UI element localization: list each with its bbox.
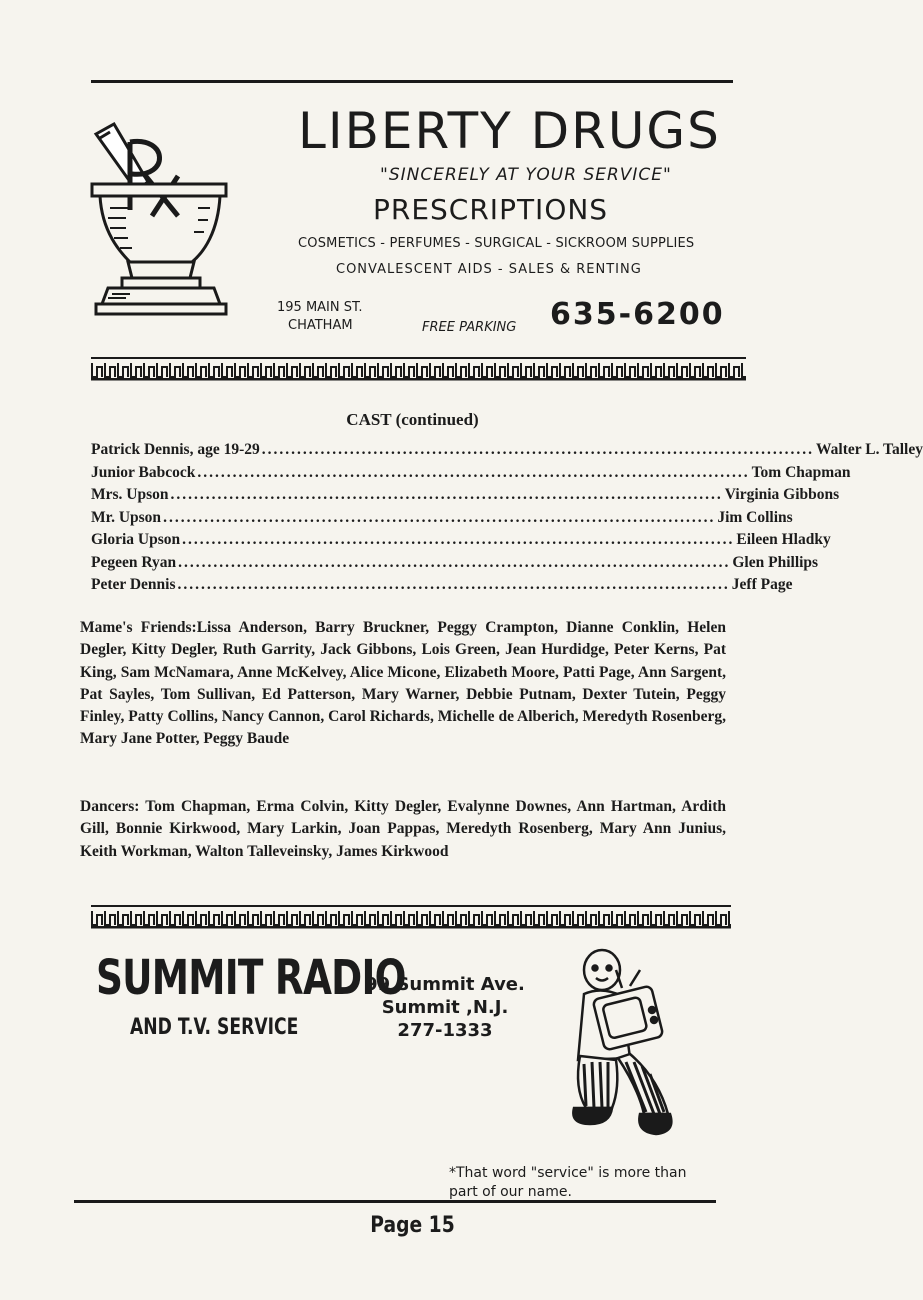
cast-row [91,463,851,487]
actor-name: Jeff Page [731,576,793,593]
cast-row [91,508,793,532]
cast-heading: CAST (continued) [346,410,479,429]
summit-radio-address [360,973,530,1042]
role-name: Junior Babcock [91,463,196,481]
actor-name: Jim Collins [717,508,793,526]
liberty-drugs-aids: CONVALESCENT AIDS - SALES & RENTING [336,262,642,277]
actor-name: Eileen Hladky [736,531,831,548]
friends-paragraph: Mame's Friends:Lissa Anderson, Barry Bruckner, Peggy Crampton, Dianne Conklin, Helen Degler, Kitty Degler, Ruth Garrity, Jack Gibbons, Lois Green, Jean Hurdidge, Peter Kerns, Pat King, Sam McNamara, Anne McKelvey, Alice Micone, Elizabeth Moore, Patti Page, Ann Sargent, Pat Sayles, Tom Sullivan, Ed Patterson, Mary Warner, Debbie Putnam, Dexter Tutein, Peggy Finley, Patty Collins, Nancy Cannon, Carol Richards, Michelle de Alberich, Meredyth Rosenberg, Mary Jane Potter, Peggy Baude [80,619,726,748]
page-number: Page 15 [370,1213,455,1238]
leader-dots: .............................................................................................. [197,463,750,481]
summit-radio-title: SUMMIT RADIO [96,950,406,1006]
actor-name: Virginia Gibbons [724,486,840,503]
actor-name: Walter L. Talley [816,441,923,458]
dancers-paragraph: Dancers: Tom Chapman, Erma Colvin, Kitty Degler, Evalynne Downes, Ann Hartman, Ardith Gill, Bonnie Kirkwood, Mary Larkin, Joan Pappas, Meredyth Rosenberg, Mary Ann Junius, Keith Workman, Walton Talleveinsky, James Kirkwood [80,798,726,860]
leader-dots: .............................................................................................. [261,441,815,458]
actor-name: Tom Chapman [751,463,851,481]
liberty-drugs-town: CHATHAM [288,318,353,333]
role-name: Patrick Dennis, age 19-29 [91,441,260,458]
actor-name: Glen Phillips [732,553,819,571]
leader-dots: .............................................................................................. [170,486,723,503]
summit-radio-phone: 277-1333 [397,1020,493,1041]
cast-row [91,441,923,464]
liberty-drugs-prescriptions: PRESCRIPTIONS [373,193,609,226]
bottom-rule [74,1200,716,1203]
role-name: Gloria Upson [91,531,181,548]
liberty-drugs-tagline: "SINCERELY AT YOUR SERVICE" [380,165,672,185]
tv-mascot-icon [560,948,680,1148]
role-name: Pegeen Ryan [91,553,177,571]
leader-dots: .............................................................................................. [177,576,730,593]
liberty-drugs-parking: FREE PARKING [422,320,517,335]
summit-radio-note: *That word "service" is more than part of our name. [449,1165,687,1200]
cast-row [91,531,831,554]
liberty-drugs-title: LIBERTY DRUGS [298,102,721,160]
decorative-border-top [91,355,746,383]
role-name: Peter Dennis [91,576,176,593]
summit-radio-subtitle: AND T.V. SERVICE [130,1015,299,1040]
top-rule [91,80,733,83]
leader-dots: .............................................................................................. [163,508,716,526]
mortar-pestle-rx-icon [86,112,236,322]
liberty-drugs-street: 195 MAIN ST. [277,300,363,315]
cast-row [91,576,793,599]
role-name: Mrs. Upson [91,486,169,503]
leader-dots: .............................................................................................. [178,553,731,571]
leader-dots: .............................................................................................. [182,531,735,548]
decorative-border-bottom [91,903,731,931]
liberty-drugs-products: COSMETICS - PERFUMES - SURGICAL - SICKROOM SUPPLIES [298,236,695,251]
summit-radio-town: Summit ,N.J. [381,997,509,1018]
cast-row [91,486,840,509]
role-name: Mr. Upson [91,508,162,526]
summit-radio-street: 99 Summit Ave. [365,974,525,995]
cast-row [91,553,819,577]
liberty-drugs-phone: 635-6200 [550,297,725,332]
cast-list [91,441,923,599]
